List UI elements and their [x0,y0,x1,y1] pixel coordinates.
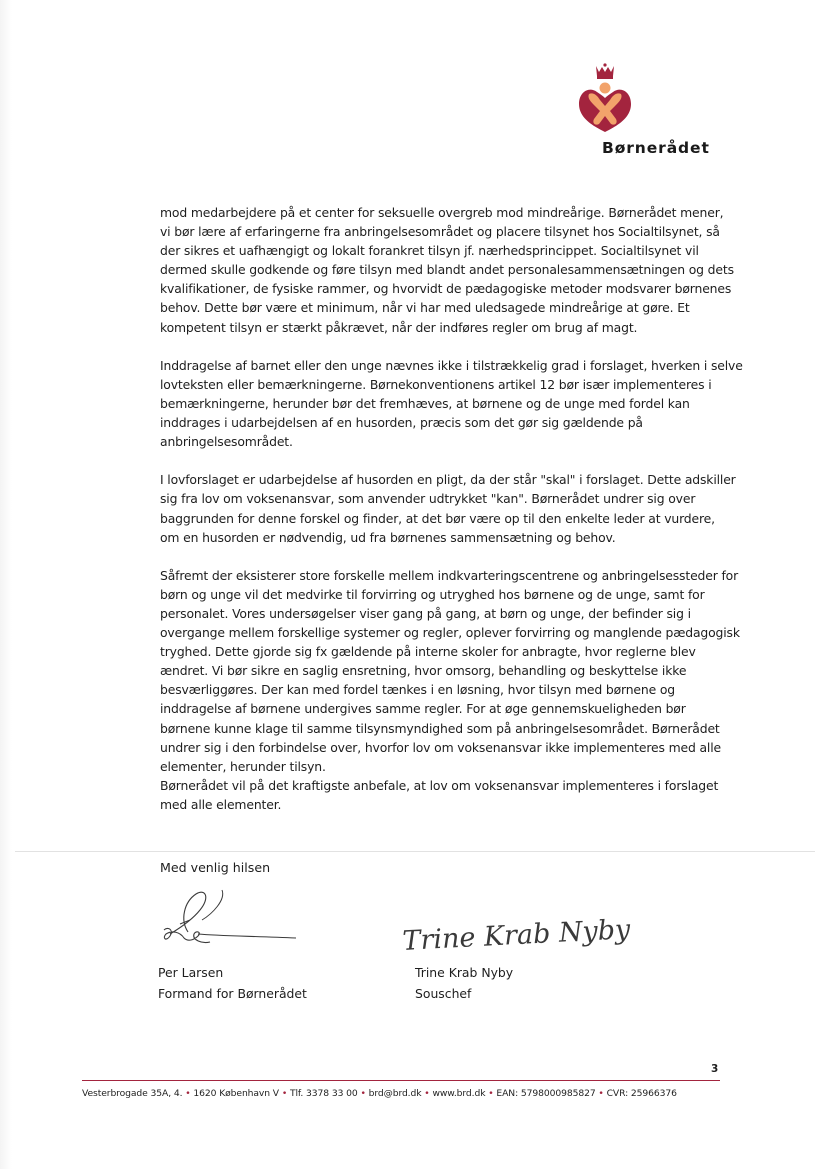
signer-title: Souschef [415,986,472,1001]
brand-name: Børnerådet [602,139,710,157]
page-number: 3 [711,1063,719,1075]
footer-address: Vesterbrogade 35A, 4. [82,1088,183,1099]
paragraph [160,356,743,451]
footer-separator: • [424,1088,430,1099]
text-line: besværliggøres. Der kan med fordel tænkes i en løsning, hvor tilsyn med børnene og [160,682,676,698]
footer-separator: • [360,1088,366,1099]
signature-text: Trine Krab Nyby [401,914,632,957]
text-line: kvalifikationer, de fysiske rammer, og hvorvidt de pædagogiske metoder modsvarer børnenes [160,281,732,297]
signer-block [158,962,307,1004]
signer-name: Per Larsen [158,965,224,980]
text-line: tryghed. Dette gjorde sig fx gældende på interne skoler for anbragte, hvor reglerne blev [160,644,696,660]
scan-divider [15,851,815,852]
handwritten-signature-icon [150,880,300,960]
footer-divider [82,1080,720,1081]
text-line: bemærkningerne, herunder bør det fremhæves, at børnene og de unge med fordel kan [160,395,690,411]
closing-greeting: Med venlig hilsen [160,860,271,875]
text-line: baggrunden for denne forskel og finder, at det bør være op til den enkelte leder at vurdere, [160,510,715,526]
text-line: I lovforslaget er udarbejdelse af husorden en pligt, da der står "skal" i forslaget. Dette adskiller [160,472,736,488]
signer-block [415,962,513,1004]
text-line: inddrages i udarbejdelsen af en husorden, præcis som det gør sig gældende på [160,415,643,431]
text-line: mod medarbejdere på et center for seksuelle overgreb mod mindreårige. Børnerådet mener, [160,205,724,220]
text-line: personalet. Vores undersøgelser viser gang på gang, at børn og unge, der befinder sig i [160,605,691,621]
footer-cvr: CVR: 25966376 [606,1088,677,1099]
text-line: behov. Dette bør være et minimum, når vi har med uledsagede mindreårige at gøre. Et [160,300,690,316]
text-line: elementer, herunder tilsyn. [160,758,326,774]
signer-name: Trine Krab Nyby [415,965,514,980]
footer-website[interactable]: www.brd.dk [432,1088,486,1099]
crown-child-emblem-icon [575,62,635,134]
footer-city: 1620 København V [193,1088,279,1099]
text-line: anbringelsesområdet. [160,434,293,450]
footer-phone: Tlf. 3378 33 00 [289,1088,358,1099]
text-line: undrer sig i den forbindelse over, hvorfor lov om voksenansvar ikke implementeres med alle [160,739,721,755]
footer-separator: • [598,1088,604,1099]
text-line: børn og unge vil det medvirke til forvirring og utryghed hos børnene og de unge, samt for [160,586,705,602]
text-line: med alle elementer. [160,796,282,812]
text-line: Børnerådet vil på det kraftigste anbefale, at lov om voksenansvar implementeres i forslaget [160,777,719,793]
text-line: sig fra lov om voksenansvar, som anvender udtrykket "kan". Børnerådet undrer sig over [160,491,696,507]
text-line: der sikres et uafhængigt og lokalt forankret tilsyn jf. nærhedsprincippet. Socialtilsynet vil [160,243,699,259]
text-line: inddragelse af børnene undergives samme regler. For at øge gennemskueligheden bør [160,701,686,717]
text-line: dermed skulle godkende og føre tilsyn med blandt andet personalesammensætningen og dets [160,262,734,278]
text-line: lovteksten eller bemærkningerne. Børnekonventionens artikel 12 bør især implementeres i [160,376,712,392]
text-line: børnene kunne klage til samme tilsynsmyndighed som på anbringelsesområdet. Børnerådet [160,720,720,736]
footer-separator: • [185,1088,191,1099]
paragraph [160,203,735,337]
paragraph [160,776,735,814]
footer-separator: • [488,1088,494,1099]
scan-edge-shadow [0,0,12,1169]
footer-separator: • [281,1088,288,1099]
text-line: ændret. Vi bør sikre en saglig ensretning, hvor omsorg, behandling og beskyttelse ikke [160,663,687,679]
paragraph [160,566,740,776]
text-line: Såfremt der eksisterer store forskelle mellem indkvarteringscentrene og anbringelsessteder for [160,567,739,583]
text-line: kompetent tilsyn er stærkt påkrævet, når der indføres regler om brug af magt. [160,319,638,335]
text-line: vi bør lære af erfaringerne fra anbringelsesområdet og placere tilsynet hos Socialtilsynet, så [160,224,720,240]
text-line: om en husorden er nødvendig, ud fra børnenes sammensætning og behov. [160,529,616,545]
footer-ean: EAN: 5798000985827 [496,1088,596,1099]
signer-title: Formand for Børnerådet [158,986,307,1001]
footer-contact-line [82,1088,722,1099]
footer-email[interactable]: brd@brd.dk [368,1088,422,1099]
text-line: overgange mellem forskellige systemer og regler, oplever forvirring og manglende pædagogisk [160,625,740,641]
text-line: Inddragelse af barnet eller den unge nævnes ikke i tilstrækkelig grad i forslaget, hverken i selve [160,357,743,373]
paragraph [160,470,735,546]
letter-body [160,203,743,814]
